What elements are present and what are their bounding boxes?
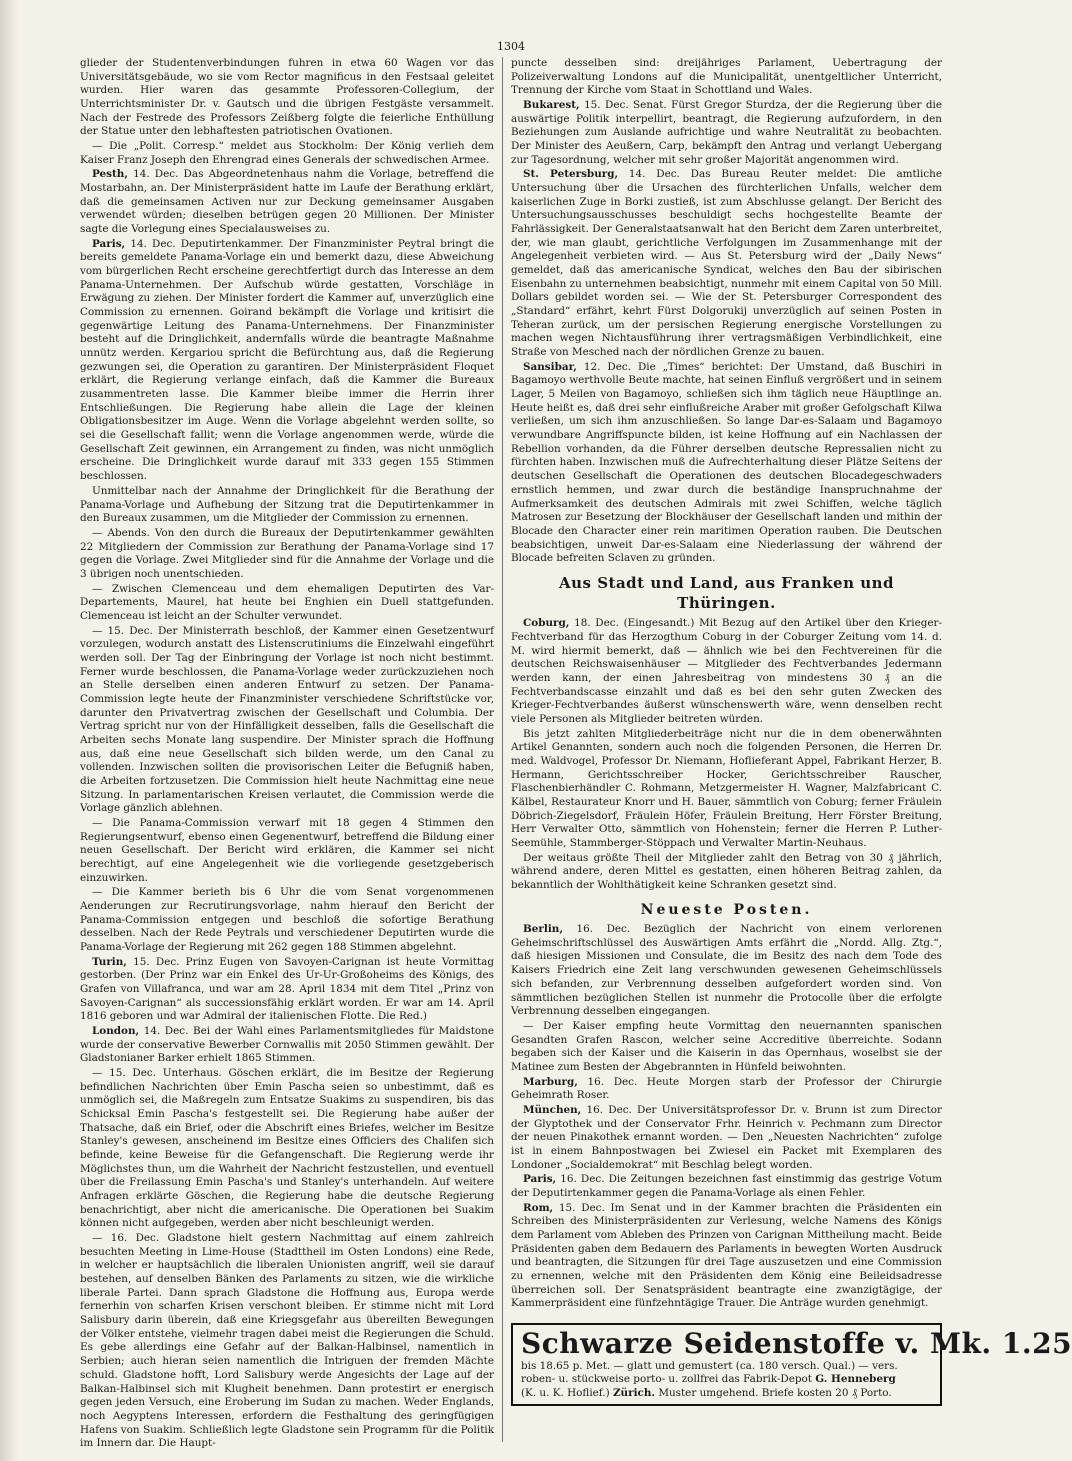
section-heading: Neueste Posten.	[640, 901, 813, 918]
dateline-place: München,	[523, 1103, 582, 1116]
dateline-place: Rom,	[523, 1201, 554, 1214]
article-text: 14. Dec. Deputirtenkammer. Der Finanzminister Peytral bringt die bereits gemeldete Panama-Vorlage ein und bemerkt dazu, diese Abweichung vom bürgerlichen Recht erscheine gerechtfertigt durch das Interesse an dem Panama-Unternehmen. Der Aufschub würde gestatten, Vorschläge in Erwägung zu ziehen. Der Minister fordert die Kammer auf, unverzüglich eine Commission zu ernennen. Goirand bekämpft die Vorlage und kritisirt die gegenwärtige Leitung des Panama-Unternehmens. Der Finanzminister besteht auf die Dringlichkeit, andernfalls würde die beantragte Maßnahme unnütz werden. Kergariou spricht die Befürchtung aus, daß die Regierung gezwungen sei, die Operation zu garantiren. Der Ministerpräsident Floquet erklärt, die Regierung verlange einfach, daß die Kammer die Bureaux zusammentreten lasse. Die Kammer bleibe immer die Herrin ihrer Entschließungen. Die Regierung habe allein die Lage der kleinen Obligationsbesitzer im Auge. Wenn die Vorlage abgelehnt werden sollte, so sei die Gesellschaft fallit; wenn die Vorlage angenommen werde, würde die Gesellschaft Zeit gewinnen, ein Arrangement zu finden, was nicht unmöglich erscheine. Die Dringlichkeit wurde darauf mit 333 gegen 155 Stimmen beschlossen.	[80, 237, 494, 483]
article-text: 16. Dec. Bezüglich der Nachricht von einem verlorenen Geheimschriftschlüssel des Auswärtigen Amts erfährt die „Nordd. Allg. Ztg.“, daß hiesigen Missionen und Consulate, die im Besitz des nach dem Tode des Kaisers Friedrich eine Zeit lang verschwunden gewesenen Geheimschlüssels sich befanden, zur Verbrennung desselben aufgefordert worden sind. Von sämmtlichen bezüglichen Stellen ist nunmehr die Protocolle über die erfolgte Verbrennung desselben eingegangen.	[511, 923, 942, 1018]
ad-sample-note: Muster umgehend. Briefe kosten 20 ₰ Porto.	[658, 1386, 892, 1399]
article-text: 15. Dec. Senat. Fürst Gregor Sturdza, der die Regierung über die auswärtige Politik interpellirt, beantragt, die Regierung aufzufordern, in den Beziehungen zum Auslande aufrichtige und wahre Neutralität zu beobachten. Der Minister des Aeußern, Carp, bekämpft den Antrag und verlangt Uebergang zur Tagesordnung, welcher mit sehr großer Majorität angenommen wird.	[511, 99, 942, 166]
article-paragraph	[511, 617, 942, 726]
ad-company-name: G. Henneberg	[815, 1373, 896, 1386]
right-column	[502, 57, 1072, 1442]
article-paragraph	[80, 817, 494, 885]
article-paragraph	[511, 99, 942, 167]
article-text: — Die „Polit. Corresp.“ meldet aus Stockholm: Der König verlieh dem Kaiser Franz Joseph den Ehrengrad eines Generals der schwedischen Armee.	[80, 140, 494, 166]
article-text: glieder der Studentenverbindungen fuhren in etwa 60 Wagen vor das Universitätsgebäude, wo sie vom Rector magnificus in den Festsaal geleitet wurden. Hier waren das gesammte Professoren-Collegium, der Unterrichtsminister Dr. v. Gautsch und die übrigen Festgäste versammelt. Nach der Festrede des Professors Zeißberg folgte die feierliche Enthüllung der Statue unter den lebhaftesten patriotischen Ovationen.	[80, 57, 494, 138]
article-text: — Abends. Von den durch die Bureaux der Deputirtenkammer gewählten 22 Mitgliedern der Commission zur Berathung der Panama-Vorlage sind 17 gegen die Vorlage. Zwei Mitglieder sind für die Annahme der Vorlage und die 3 übrigen noch unentschieden.	[80, 526, 494, 580]
article-text: 15. Dec. Prinz Eugen von Savoyen-Carignan ist heute Vormittag gestorben. (Der Prinz war ein Enkel des Ur-Ur-Großoheims des Königs, des Grafen von Villafranca, und war am 28. April 1834 mit dem Titel „Prinz von Savoyen-Carignan“ als successionsfähig erklärt worden. Er war am 14. April 1816 geboren und war Admiral der italienischen Flotte. Die Red.)	[80, 955, 494, 1023]
article-text: — Der Kaiser empfing heute Vormittag den neuernannten spanischen Gesandten Grafen Rascon, welcher seine Accreditive überreichte. Sodann begaben sich der Kaiser und die Kaiserin in das Opernhaus, woselbst sie der Matinee zum Besten der Abgebrannten in Hünfeld beiwohnten.	[511, 1019, 942, 1073]
article-paragraph	[511, 1173, 942, 1200]
article-text: — Die Panama-Commission verwarf mit 18 gegen 4 Stimmen den Regierungsentwurf, ebenso einen Gegenentwurf, betreffend die Bildung einer neuen Gesellschaft. Der Bericht wird erklären, die Kammer sei nicht berechtigt, auf eine Angelegenheit wie die vorliegende gesetzgeberisch einzuwirken.	[80, 816, 494, 884]
dateline-place: Bukarest,	[523, 99, 580, 112]
article-paragraph	[80, 238, 494, 484]
right-articles	[511, 57, 942, 1311]
article-text: 16. Dec. Heute Morgen starb der Professor der Chirurgie Geheimrath Roser.	[511, 1075, 942, 1102]
ad-city: Zürich.	[612, 1386, 656, 1399]
dateline-place: St. Petersburg,	[523, 168, 619, 181]
article-paragraph	[80, 140, 494, 167]
article-paragraph	[80, 625, 494, 816]
article-text: 14. Dec. Das Abgeordnetenhaus nahm die Vorlage, betreffend die Mostarbahn, an. Der Ministerpräsident hatte im Laufe der Berathung erklärt, daß die gemeinsamen Activen nur zur Deckung gemeinsamer Ausgaben verwendet würden; dieselben betrügen gegen 20 Millionen. Der Minister sagte die Vorlegung eines Specialausweises zu.	[80, 168, 494, 236]
ad-line-2-text: roben- u. stückweise porto- u. zollfrei das Fabrik-Depot	[521, 1373, 812, 1386]
article-text: — Zwischen Clemenceau und dem ehemaligen Deputirten des Var-Departements, Maurel, hat heute bei Enghien ein Duell stattgefunden. Clemenceau ist leicht an der Schulter verwundet.	[80, 582, 494, 622]
page-number: 1304	[497, 40, 525, 53]
columns	[80, 57, 1072, 1450]
article-paragraph	[511, 1202, 942, 1311]
article-paragraph	[80, 168, 494, 236]
article-text: Bis jetzt zahlten Mitgliederbeiträge nicht nur die in dem obenerwähnten Artikel Genannten, sondern auch noch die folgenden Personen, die Herren Dr. med. Waldvogel, Professor Dr. Niemann, Hoflieferant Appel, Fabrikant Herzer, B. Hermann, Gerichtsschreiber Hocker, Gerichtsschreiber Rauscher, Flaschenbierhändler C. Rohmann, Metzgermeister H. Wagner, Malzfabricant C. Kälbel, Restaurateur Knorr und H. Bauer, sämmtlich von Coburg; ferner Fräulein Döbrich-Ziegelsdorf, Fräulein Höfer, Fräulein Breitung, Herr Förster Breitung, Herr Verwalter Otto, sämmtlich von Hohenstein; ferner die Herren P. Luther-Seemühle, Stammberger-Stöppach und Verwalter Martin-Neuhaus.	[511, 727, 942, 850]
article-paragraph	[80, 57, 494, 139]
dateline-place: Coburg,	[523, 617, 570, 630]
article-paragraph	[511, 361, 942, 566]
ad-line-2	[521, 1373, 932, 1387]
article-text: Unmittelbar nach der Annahme der Dringlichkeit für die Berathung der Panama-Vorlage und Aufhebung der Sitzung trat die Deputirtenkammer in den Bureaux zusammen, um die Mitglieder der Commission zu ernennen.	[80, 484, 494, 525]
article-text: 12. Dec. Die „Times“ berichtet: Der Umstand, daß Buschiri in Bagamoyo werthvolle Beute machte, hat seinen Einfluß vergrößert und in seinem Lager, 5 Meilen von Bagamoyo, schließen sich ihm täglich neue Häuptlinge an. Heute heißt es, daß drei sehr einflußreiche Araber mit großer Gefolgschaft Kilwa verließen, um sich ihm anzuschließen. So lange Dar-es-Salaam und Bagamoyo verwundbare Angriffspuncte bilden, ist keine Hoffnung auf ein Nachlassen der Rebellion vorhanden, da die Führer derselben deutsche Repressalien nicht zu fürchten haben. Inzwischen muß die Aufrechterhaltung dieser Plätze Seitens der deutschen Gesellschaft die Operationen des deutschen Blocadegeschwaders ernstlich hemmen, und zwar durch die beständige Inanspruchnahme der Aufmerksamkeit des deutschen Admirals mit zwei Schiffen, welche täglich Matrosen zur Besetzung der Blockhäuser der Gesellschaft landen und mithin der Blocade den Character einer rein maritimen Operation rauben. Die Deutschen beabsichtigen, unweit Dar-es-Salaam eine Niederlassung der während der Blocade befreiten Sclaven zu gründen.	[511, 360, 942, 565]
ad-line-3	[521, 1387, 932, 1401]
article-paragraph	[80, 485, 494, 526]
article-paragraph	[80, 886, 494, 954]
article-text: — 16. Dec. Gladstone hielt gestern Nachmittag auf einem zahlreich besuchten Meeting in Lime-House (Stadttheil im Osten Londons) eine Rede, in welcher er hauptsächlich die liberalen Unionisten angriff, weil sie darauf bestehen, auf denselben Bänken des Parlaments zu sitzen, wie die wirkliche liberale Partei. Dann sprach Gladstone die Hoffnung aus, Europa werde fernerhin von scharfen Krisen verschont bleiben. Er stimme nicht mit Lord Salisbury darin überein, daß eine Kriegsgefahr aus übereilten Bewegungen der Völker entstehe, vielmehr tragen dabei meist die Regierungen die Schuld. Es gebe allerdings eine Gefahr auf der Balkan-Halbinsel, namentlich in Serbien; auch hieran seien namentlich die Intriguen der fremden Mächte schuld. Gladstone hofft, Lord Salisbury werde Angesichts der Lage auf der Balkan-Halbinsel sich mit Klugheit benehmen. Dann protestirt er energisch gegen jeden Versuch, eine Eroberung im Sudan zu machen. Weder Englands, noch Aegyptens Interessen, erfordern die Festhaltung des geringfügigen Hafens von Suakim. Schließlich legte Gladstone sein Programm für die Politik im Innern dar. Die Haupt-	[80, 1232, 494, 1450]
article-text: — 15. Dec. Der Ministerrath beschloß, der Kammer einen Gesetzentwurf vorzulegen, wodurch anstatt des Listenscrutiniums die Einzelwahl eingeführt werden soll. Der Tag der Einbringung der Vorlage ist noch nicht bestimmt. Ferner wurde beschlossen, die Panama-Vorlage weder zurückzuziehen noch an Stelle derselben einen anderen Entwurf zu setzen. Der Panama-Commission legte heute der Finanzminister verschiedene Schriftstücke vor, darunter den Privatvertrag zwischen der Gesellschaft und Columbia. Der Vertrag spricht nur von der Hinfälligkeit desselben, falls die Gesellschaft die Arbeiten sechs Monate lang suspendire. Der Minister sprach die Hoffnung aus, daß eine neue Gesellschaft sich bilden werde, um den Canal zu vollenden. Inzwischen sollten die provisorischen Leiter die Befugniß haben, die Arbeiten fortzusetzen. Die Commission hielt heute Nachmittag eine neue Sitzung. In parlamentarischen Kreisen verlautet, die Commission werde die Vorlage gänzlich ablehnen.	[80, 624, 494, 815]
article-paragraph	[511, 1076, 942, 1103]
section-heading: Aus Stadt und Land, aus Franken und Thüringen.	[558, 573, 895, 612]
article-paragraph	[80, 1232, 494, 1451]
article-paragraph	[511, 57, 942, 98]
article-text: 15. Dec. Im Senat und in der Kammer brachten die Präsidenten ein Schreiben des Ministerpräsidenten zur Verlesung, welche Namens des Königs dem Parlament vom Ableben des Prinzen von Carignan Mittheilung macht. Beide Präsidenten gaben dem Bedauern des Parlaments in bewegten Worten Ausdruck und beantragten, die Sitzungen für drei Tage auszusetzen und eine Commission zu ernennen, welche mit den Präsidenten dem König eine Beileidsadresse überreichen soll. Der Senatspräsident beantragte eine zwanzigtägige, der Kammerpräsident eine fünfzehntägige Trauer. Die Anträge wurden genehmigt.	[511, 1201, 942, 1310]
article-paragraph	[511, 1020, 942, 1075]
article-text: 14. Dec. Das Bureau Reuter meldet: Die amtliche Untersuchung über die Ursachen des fürchterlichen Unfalls, welcher dem kaiserlichen Zuge in Borki zustieß, ist zum Abschlusse gelangt. Der Bericht des Untersuchungsausschusses beschuldigt sechs hochgestellte Beamte der Fahrlässigkeit. Der Generalstaatsanwalt hat den Bericht dem Zaren unterbreitet, der, wie man glaubt, gerichtliche Verfolgungen im Zusammenhange mit der Angelegenheit verbieten wird. — Aus St. Petersburg wird der „Daily News“ gemeldet, daß das americanische Syndicat, welches den Bau der sibirischen Eisenbahn zu unternehmen beabsichtigt, nunmehr mit einem Capital von 50 Mill. Dollars gebildet worden sei. — Wie der St. Petersburger Correspondent des „Standard“ erfährt, kehrt Fürst Dolgorukij unverzüglich auf seinen Posten in Teheran zurück, um der persischen Regierung energische Vorstellungen zu machen wegen Nichtausführung ihrer vertragsmäßigen Verbindlichkeit, eine Straße von Mesched nach der nördlichen Grenze zu bauen.	[511, 168, 942, 359]
left-column	[80, 57, 495, 1450]
article-text: 16. Dec. Der Universitätsprofessor Dr. v. Brunn ist zum Director der Glyptothek und der Conservator Frhr. Heinrich v. Pechmann zum Director der neuen Pinakothek ernannt worden. — Den „Neuesten Nachrichten“ zufolge ist in einem Bahnpostwagen bei Zwiesel ein Packet mit Exemplaren des Londoner „Socialdemokrat“ mit Beschlag belegt worden.	[511, 1103, 942, 1171]
page-edge-shadow	[0, 0, 18, 1461]
article-paragraph	[511, 728, 942, 851]
article-paragraph	[80, 527, 494, 582]
dateline-place: London,	[92, 1025, 140, 1038]
ad-line-1: bis 18.65 p. Met. — glatt und gemustert (ca. 180 versch. Qual.) — vers.	[521, 1359, 898, 1372]
article-paragraph	[80, 583, 494, 624]
article-text: — Die Kammer berieth bis 6 Uhr die vom Senat vorgenommenen Aenderungen zur Recrutirungsvorlage, nahm hierauf den Bericht der Panama-Commission entgegen und beschloß die sofortige Berathung desselben. Nach der Rede Peytrals und verschiedener Deputirten wurde die Panama-Vorlage der Regierung mit 262 gegen 188 Stimmen abgelehnt.	[80, 886, 494, 953]
article-text: 14. Dec. Bei der Wahl eines Parlamentsmitgliedes für Maidstone wurde der conservative Bewerber Cornwallis mit 2050 Stimmen gewählt. Der Gladstonianer Barker erhielt 1865 Stimmen.	[80, 1025, 495, 1065]
dateline-place: Paris,	[523, 1173, 557, 1186]
article-paragraph	[80, 956, 494, 1024]
article-paragraph	[511, 1104, 942, 1172]
article-text: puncte desselben sind: dreijähriges Parlament, Uebertragung der Polizeiverwaltung Londons auf die Municipalität, unentgeltlicher Unterricht, Trennung der Kirche vom Staat in Schottland und Wales.	[511, 57, 942, 97]
ad-headline: Schwarze Seidenstoffe v. Mk. 1.25	[521, 1326, 1072, 1360]
article-text: — 15. Dec. Unterhaus. Göschen erklärt, die im Besitze der Regierung befindlichen Nachrichten über Emin Pascha seien so unbestimmt, daß es unmöglich sei, die Maßregeln zum Entsatze Suakims zu suspendiren, bis das Schicksal Emin Pascha's festgestellt sei. Die Regierung habe außer der Thatsache, daß ein Brief, oder die Abschrift eines Briefes, welcher im Besitze Stanley's gewesen, anscheinend im Besitze eines Officiers des Chalifen sich befinde, keine Beweise für die Gefangenschaft. Die Regierung werde ihr Möglichstes thun, um die Wahrheit der Nachricht festzustellen, und eventuell über die Freilassung Emin Pascha's und Stanley's unterhandeln. Auf weitere Anfragen erklärte Göschen, die Regierung habe die deutsche Regierung benachrichtigt, aber nicht die americanische. Die Operationen bei Suakim können nicht aufgegeben, werden aber nicht beschleunigt werden.	[80, 1067, 494, 1230]
dateline-place: Turin,	[92, 955, 127, 968]
article-text: Der weitaus größte Theil der Mitglieder zahlt den Betrag von 30 ₰ jährlich, während andere, deren Mittel es gestatten, einen höheren Beitrag zahlen, da bekanntlich der Wohlthätigkeit keine Schranken gesetzt sind.	[511, 851, 942, 892]
dateline-place: Pesth,	[92, 168, 128, 181]
ad-purveyor-title: (K. u. K. Hoflief.)	[521, 1386, 610, 1399]
advertisement-box	[511, 1323, 1072, 1406]
article-text: 18. Dec. (Eingesandt.) Mit Bezug auf den Artikel über den Krieger-Fechtverband für das Herzogthum Coburg in der Coburger Zeitung vom 14. d. M. wird hiermit bemerkt, daß — ähnlich wie bei den Fechtvereinen für die deutschen Reichswaisenhäuser — Mitglieder des Fechtverbandes Jedermann werden kann, der einen Jahresbeitrag von mindestens 30 ₰ an die Fechtverbandscasse einzahlt und daß es bei den sehr guten Zwecken des Krieger-Fechtverbandes äußerst wünschenswerth wäre, wenn denselben recht viele Personen als Mitglieder beitreten würden.	[511, 617, 942, 725]
article-paragraph	[511, 852, 942, 893]
article-paragraph	[511, 168, 942, 359]
dateline-place: Berlin,	[523, 923, 563, 936]
article-paragraph	[80, 1067, 494, 1231]
dateline-place: Marburg,	[523, 1075, 578, 1088]
dateline-place: Sansibar,	[523, 360, 577, 373]
article-paragraph	[511, 923, 942, 1019]
article-text: 16. Dec. Die Zeitungen bezeichnen fast einstimmig das gestrige Votum der Deputirtenkammer gegen die Panama-Vorlage als einen Fehler.	[511, 1173, 942, 1199]
article-paragraph	[80, 1025, 494, 1066]
dateline-place: Paris,	[92, 237, 126, 250]
